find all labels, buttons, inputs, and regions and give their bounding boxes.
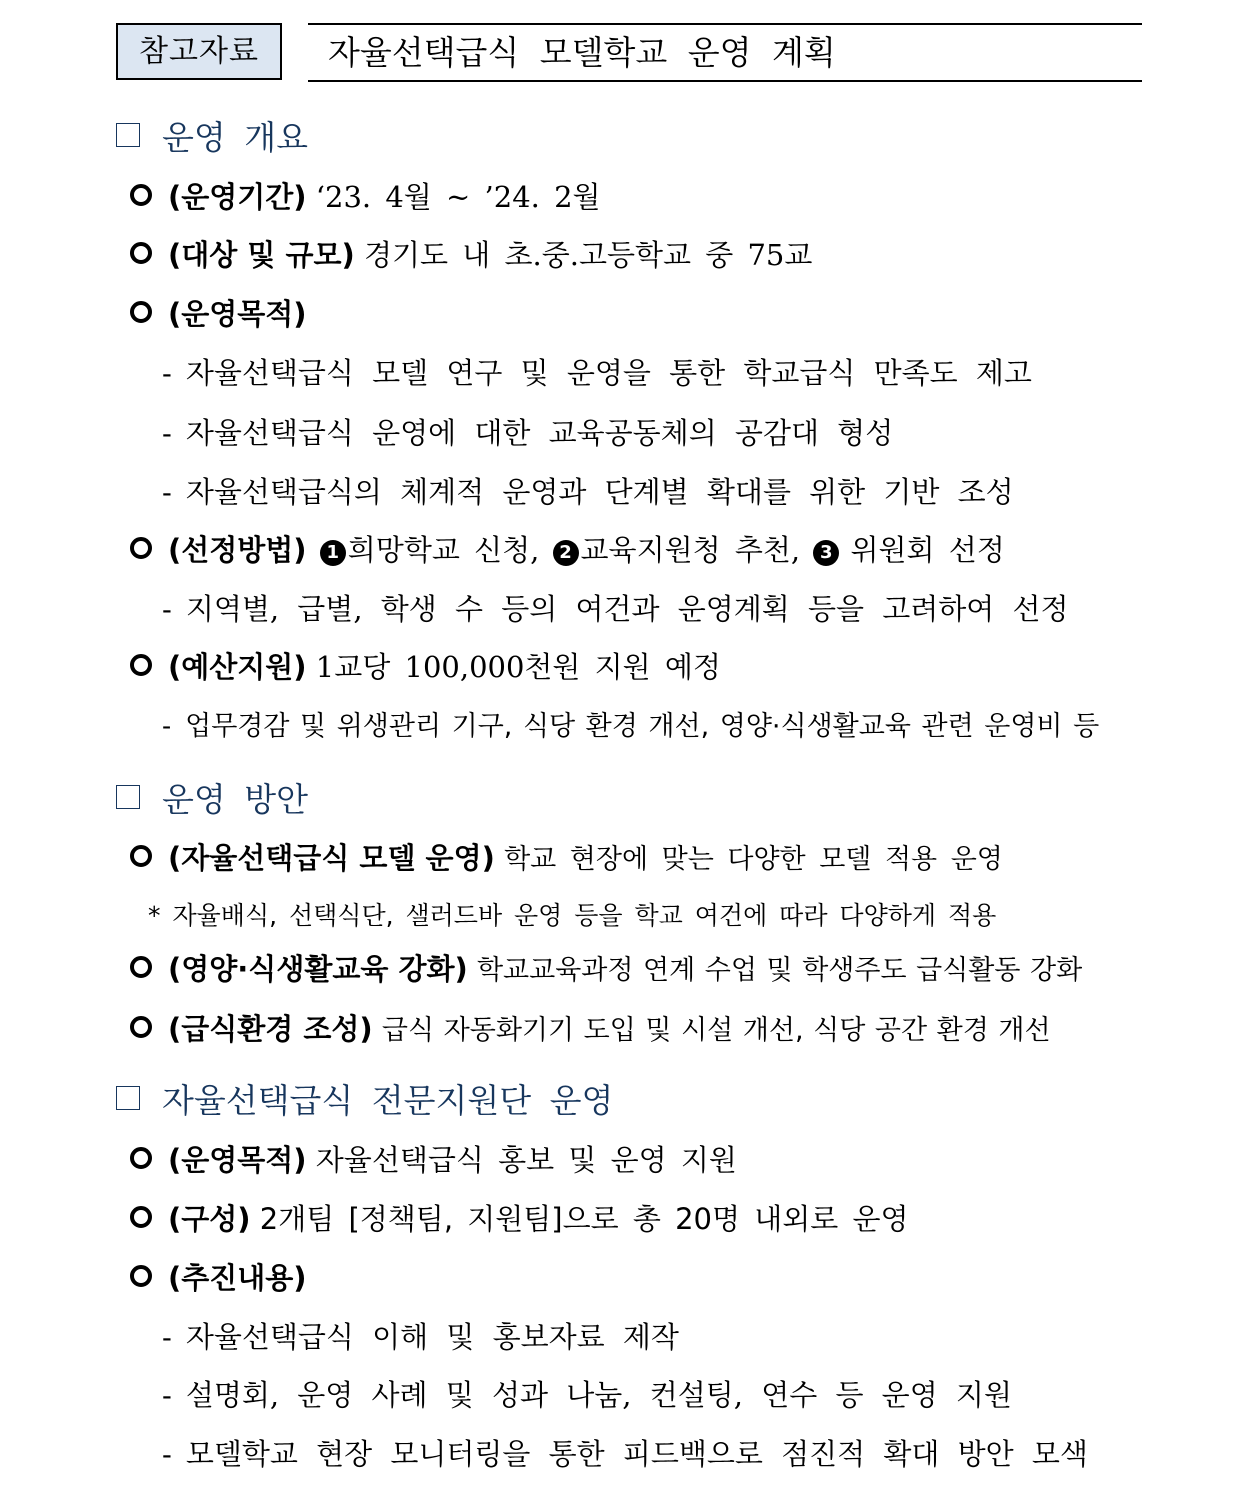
title-box [308, 23, 1142, 82]
purpose-item: - 자율선택급식의 체계적 운영과 단계별 확대를 위한 기반 조성 [162, 475, 1014, 509]
section-heading-overview: 운영 개요 [116, 112, 308, 159]
bullet-content: (추진내용) [130, 1256, 307, 1297]
bullet-purpose: (운영목적) [130, 292, 307, 333]
circle-bullet-icon [130, 1147, 152, 1169]
content-item: - 모델학교 현장 모니터링을 통한 피드백으로 점진적 확대 방안 모색 [162, 1437, 1088, 1471]
reference-label: 참고자료 [116, 23, 282, 80]
square-bullet-icon [116, 123, 140, 147]
number-2-icon: 2 [553, 540, 579, 566]
circle-bullet-icon [130, 956, 152, 978]
circle-bullet-icon [130, 845, 152, 867]
circle-bullet-icon [130, 1206, 152, 1228]
circle-bullet-icon [130, 537, 152, 559]
bullet-environment: (급식환경 조성) 급식 자동화기기 도입 및 시설 개선, 식당 공간 환경 개선 [130, 1007, 1051, 1048]
bullet-education: (영양·식생활교육 강화) 학교교육과정 연계 수업 및 학생주도 급식활동 강화 [130, 947, 1082, 988]
circle-bullet-icon [130, 1265, 152, 1287]
number-3-icon: 3 [813, 540, 839, 566]
bullet-period: (운영기간) ‘23. 4월 ~ ’24. 2월 [130, 175, 601, 216]
content-item: - 자율선택급식 이해 및 홍보자료 제작 [162, 1320, 679, 1354]
bullet-team-purpose: (운영목적) 자율선택급식 홍보 및 운영 지원 [130, 1138, 737, 1179]
circle-bullet-icon [130, 654, 152, 676]
section-heading-support-team: 자율선택급식 전문지원단 운영 [116, 1075, 613, 1122]
bullet-model: (자율선택급식 모델 운영) 학교 현장에 맞는 다양한 모델 적용 운영 [130, 836, 1003, 877]
square-bullet-icon [116, 785, 140, 809]
bullet-selection: (선정방법) 1 희망학교 신청, 2 교육지원청 추천, 3 위원회 선정 [130, 528, 1005, 569]
circle-bullet-icon [130, 301, 152, 323]
model-note: * 자율배식, 선택식단, 샐러드바 운영 등을 학교 여건에 따라 다양하게 적용 [148, 901, 997, 930]
purpose-item: - 자율선택급식 모델 연구 및 운영을 통한 학교급식 만족도 제고 [162, 356, 1032, 390]
document-title: 자율선택급식 모델학교 운영 계획 [328, 33, 836, 72]
circle-bullet-icon [130, 1016, 152, 1038]
budget-detail: - 업무경감 및 위생관리 기구, 식당 환경 개선, 영양·식생활교육 관련 운영비 등 [162, 711, 1100, 742]
content-item: - 설명회, 운영 사례 및 성과 나눔, 컨설팅, 연수 등 운영 지원 [162, 1378, 1012, 1412]
bullet-target: (대상 및 규모) 경기도 내 초.중.고등학교 중 75교 [130, 233, 812, 274]
square-bullet-icon [116, 1086, 140, 1110]
bullet-composition: (구성) 2개팀 [정책팀, 지원팀]으로 총 20명 내외로 운영 [130, 1197, 909, 1238]
purpose-item: - 자율선택급식 운영에 대한 교육공동체의 공감대 형성 [162, 416, 894, 450]
number-1-icon: 1 [320, 540, 346, 566]
section-heading-plan: 운영 방안 [116, 774, 308, 821]
circle-bullet-icon [130, 184, 152, 206]
circle-bullet-icon [130, 242, 152, 264]
selection-detail: - 지역별, 급별, 학생 수 등의 여건과 운영계획 등을 고려하여 선정 [162, 592, 1069, 626]
bullet-budget: (예산지원) 1교당 100,000천원 지원 예정 [130, 645, 721, 686]
